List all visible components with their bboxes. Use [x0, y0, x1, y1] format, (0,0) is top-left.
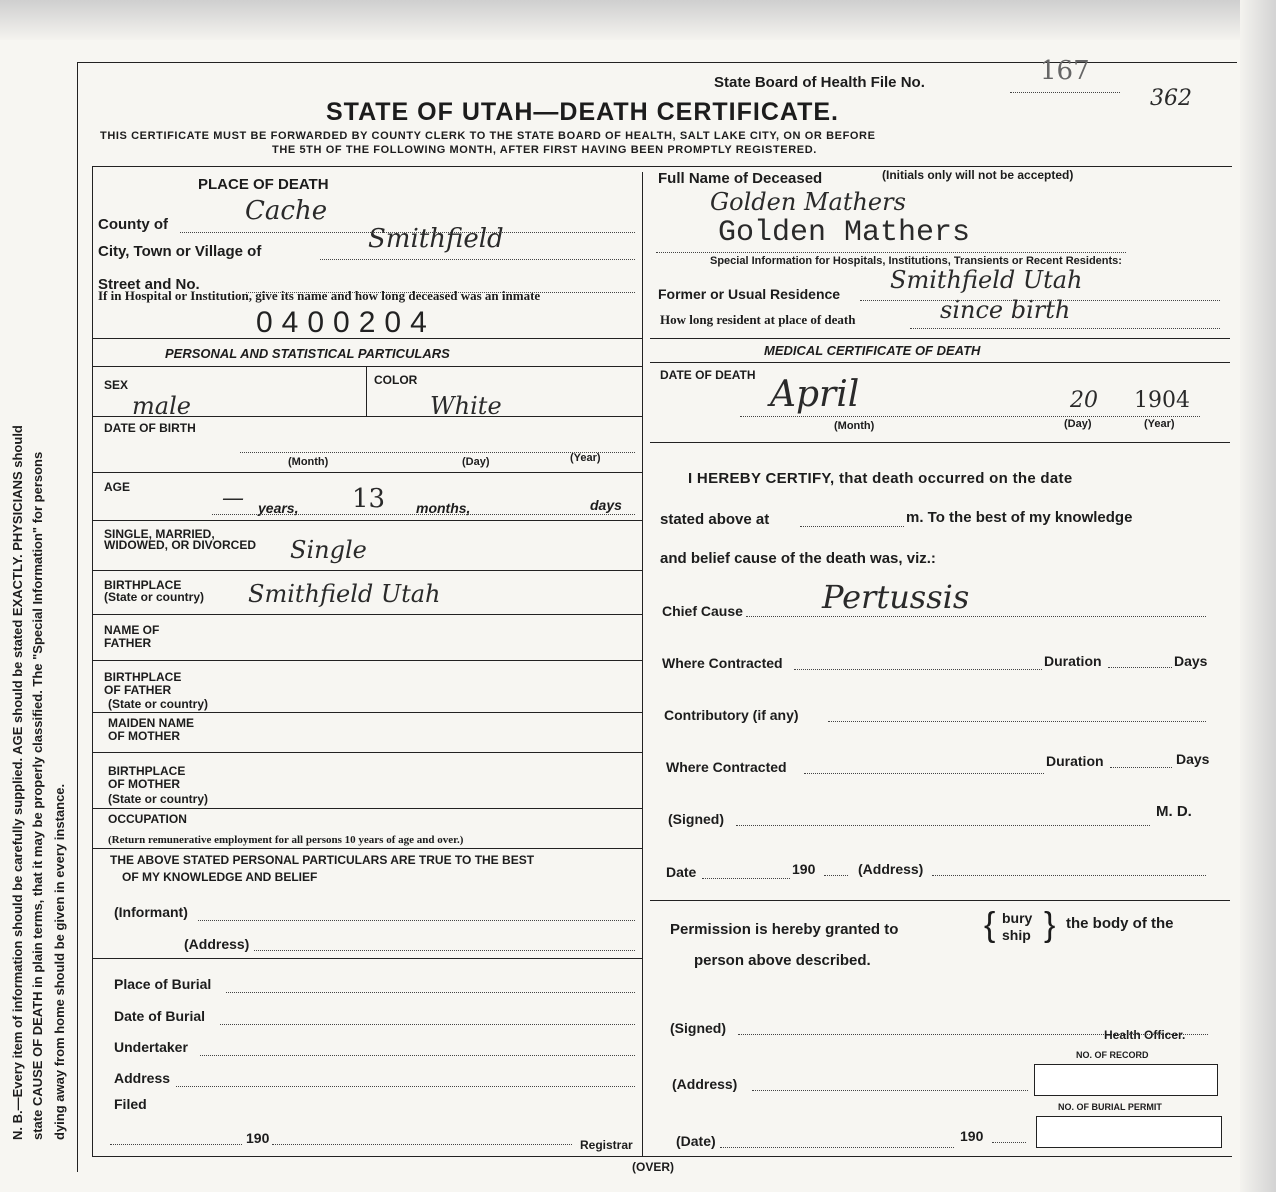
- burial-place-label: Place of Burial: [114, 976, 212, 992]
- father-name-label-2: FATHER: [104, 636, 152, 650]
- paper-shadow-right: [1240, 0, 1276, 1192]
- attest-line-1: THE ABOVE STATED PERSONAL PARTICULARS ARE TRUE TO THE BEST: [110, 853, 535, 867]
- permission-date-year: 190: [960, 1128, 984, 1144]
- permission-text-c: person above described.: [694, 952, 871, 969]
- age-years-value: —: [222, 486, 244, 511]
- physician-address-label: (Address): [858, 861, 924, 877]
- color-value: White: [430, 392, 502, 420]
- death-month-value: April: [770, 374, 860, 415]
- md-label: M. D.: [1156, 803, 1192, 820]
- where-contracted-line: [794, 669, 1042, 670]
- chief-cause-value: Pertussis: [822, 578, 970, 616]
- mother-maiden-bottom-rule: [92, 752, 642, 753]
- days-label-1: Days: [1174, 653, 1208, 669]
- death-date-line: [740, 416, 1200, 417]
- marital-label-2: WIDOWED, OR DIVORCED: [104, 538, 256, 552]
- over-label: (OVER): [632, 1160, 674, 1174]
- age-bottom-rule: [92, 520, 642, 521]
- age-months-value: 13: [352, 484, 386, 514]
- certify-time-line: [800, 526, 904, 527]
- residence-value: Smithfield Utah: [890, 266, 1083, 294]
- mother-birthplace-bottom-rule: [92, 808, 642, 809]
- physician-signed-line: [736, 825, 1150, 826]
- deceased-name-handwritten: Golden Mathers: [710, 188, 906, 216]
- where-contracted-label-2: Where Contracted: [666, 759, 787, 775]
- file-number-label: State Board of Health File No.: [714, 74, 925, 91]
- center-divider: [642, 172, 643, 1157]
- occupation-label: OCCUPATION: [108, 812, 187, 826]
- personal-heading-rule: [92, 366, 642, 367]
- paper-shadow-top: [0, 0, 1276, 40]
- death-day-value: 20: [1070, 388, 1098, 413]
- deceased-name-printed: Golden Mathers: [718, 216, 971, 250]
- burial-date-label: Date of Burial: [114, 1008, 206, 1024]
- city-label: City, Town or Village of: [98, 243, 262, 260]
- permission-date-line: [720, 1147, 954, 1148]
- undertaker-line: [200, 1055, 635, 1056]
- permission-address-label: (Address): [672, 1076, 738, 1092]
- sex-label: SEX: [104, 378, 129, 392]
- registrar-label: Registrar: [580, 1138, 633, 1152]
- physician-date-year: 190: [792, 861, 816, 877]
- ship-option: ship: [1002, 927, 1031, 943]
- burial-place-line: [226, 992, 635, 993]
- physician-date-label: Date: [666, 864, 697, 880]
- special-info-label: Special Information for Hospitals, Institutions, Transients or Recent Residents:: [710, 255, 1122, 267]
- sidebar-line-1: N. B.—Every item of information should be carefully supplied. AGE should be stated EXACTLY. PHYSICIANS should: [10, 425, 25, 1140]
- file-number-value: 167: [1040, 56, 1090, 86]
- attest-line-2: OF MY KNOWLEDGE AND BELIEF: [122, 870, 318, 884]
- birthplace-sub: (State or country): [104, 590, 205, 604]
- physician-year-line: [824, 875, 848, 876]
- record-number-box[interactable]: [1034, 1064, 1218, 1096]
- permission-year-line: [992, 1142, 1026, 1143]
- dob-label: DATE OF BIRTH: [104, 421, 196, 435]
- where-contracted-label: Where Contracted: [662, 655, 783, 671]
- informant-bottom-rule: [92, 958, 642, 959]
- burial-address-line: [176, 1086, 635, 1087]
- medical-bottom-rule: [650, 900, 1230, 901]
- certify-line-2b: m. To the best of my knowledge: [906, 509, 1133, 526]
- marital-bottom-rule: [92, 570, 642, 571]
- permission-text-a: Permission is hereby granted to: [670, 921, 899, 938]
- birthplace-label: BIRTHPLACE: [104, 578, 182, 592]
- death-year-value: 1904: [1134, 388, 1190, 413]
- residence-label: Former or Usual Residence: [658, 286, 841, 302]
- certify-line-3: and belief cause of the death was, viz.:: [660, 550, 936, 567]
- bury-option: bury: [1002, 910, 1033, 926]
- father-name-label-1: NAME OF: [104, 623, 160, 637]
- permission-address-line: [752, 1090, 1028, 1091]
- burial-address-label: Address: [114, 1070, 171, 1086]
- deceased-name-label: Full Name of Deceased: [658, 170, 823, 187]
- place-of-death-heading: PLACE OF DEATH: [198, 176, 329, 193]
- death-date-label: DATE OF DEATH: [660, 368, 756, 382]
- occupation-bottom-rule: [92, 848, 642, 849]
- mother-birthplace-label-1: BIRTHPLACE: [108, 764, 186, 778]
- county-label: County of: [98, 216, 168, 233]
- physician-address-line: [932, 875, 1206, 876]
- left-border: [77, 62, 78, 1172]
- street-label: Street and No.: [98, 276, 200, 293]
- duration-label-2: Duration: [1046, 753, 1104, 769]
- informant-address-line: [254, 950, 635, 951]
- dob-month-caption: (Month): [288, 456, 329, 468]
- record-number-label: NO. OF RECORD: [1076, 1050, 1149, 1060]
- father-birthplace-label-3: (State or country): [108, 697, 209, 711]
- sex-value: male: [132, 392, 191, 420]
- brace-left: {: [984, 906, 996, 944]
- burial-date-line: [220, 1024, 635, 1025]
- dob-day-caption: (Day): [462, 456, 490, 468]
- sex-color-divider: [366, 366, 367, 416]
- deceased-bottom-rule: [650, 338, 1230, 339]
- chief-cause-label: Chief Cause: [662, 603, 743, 619]
- birthplace-value: Smithfield Utah: [248, 580, 441, 608]
- medical-heading-rule: [650, 362, 1230, 363]
- brace-right: }: [1044, 906, 1056, 944]
- birthplace-bottom-rule: [92, 614, 642, 615]
- marital-label-1: SINGLE, MARRIED,: [104, 527, 215, 541]
- months-label: months,: [416, 500, 471, 516]
- instruction-line-2: THE 5TH OF THE FOLLOWING MONTH, AFTER FIRST HAVING BEEN PROMPTLY REGISTERED.: [272, 144, 817, 156]
- city-value: Smithfield: [368, 224, 504, 254]
- mother-birthplace-label-2: OF MOTHER: [108, 777, 180, 791]
- stamp-number: 0400204: [256, 306, 436, 339]
- days-label: days: [590, 497, 622, 513]
- undertaker-label: Undertaker: [114, 1039, 188, 1055]
- death-date-bottom-rule: [650, 442, 1230, 443]
- place-bottom-rule: [92, 338, 642, 339]
- filed-label: Filed: [114, 1096, 147, 1112]
- personal-heading: PERSONAL AND STATISTICAL PARTICULARS: [165, 346, 450, 361]
- where-contracted-line-2: [804, 773, 1044, 774]
- deceased-name-line: [656, 252, 1126, 253]
- medical-heading: MEDICAL CERTIFICATE OF DEATH: [764, 343, 981, 358]
- mother-birthplace-label-3: (State or country): [108, 792, 209, 806]
- dob-year-caption: (Year): [570, 452, 601, 464]
- file-number-line: [1010, 92, 1120, 93]
- burial-permit-label: NO. OF BURIAL PERMIT: [1058, 1102, 1162, 1112]
- hospital-label: If in Hospital or Institution, give its name and how long deceased was an inmate: [98, 288, 541, 303]
- age-line: [212, 514, 635, 515]
- death-year-caption: (Year): [1144, 418, 1175, 430]
- county-value: Cache: [245, 196, 328, 226]
- father-name-bottom-rule: [92, 660, 642, 661]
- filed-line: [110, 1144, 242, 1145]
- permission-date-label: (Date): [676, 1133, 716, 1149]
- instruction-line-1: THIS CERTIFICATE MUST BE FORWARDED BY COUNTY CLERK TO THE STATE BOARD OF HEALTH, SALT LAKE CITY, ON OR BEFORE: [100, 130, 876, 142]
- resident-duration-value: since birth: [940, 296, 1071, 324]
- duration-label: Duration: [1044, 653, 1102, 669]
- dob-bottom-rule: [92, 472, 642, 473]
- filed-registrar-line: [272, 1144, 572, 1145]
- contributory-label: Contributory (if any): [664, 707, 799, 723]
- deceased-name-note: (Initials only will not be accepted): [882, 168, 1074, 182]
- occupation-note: (Return remunerative employment for all persons 10 years of age and over.): [108, 834, 464, 846]
- permission-signed-label: (Signed): [670, 1020, 726, 1036]
- father-birthplace-bottom-rule: [92, 712, 642, 713]
- color-label: COLOR: [374, 373, 418, 387]
- chief-cause-line: [746, 616, 1206, 617]
- duration-line-2: [1110, 767, 1172, 768]
- physician-date-line: [702, 878, 790, 879]
- filed-year: 190: [246, 1130, 270, 1146]
- resident-duration-label: How long resident at place of death: [660, 312, 856, 327]
- father-birthplace-label-1: BIRTHPLACE: [104, 670, 182, 684]
- sidebar-line-2: state CAUSE OF DEATH in plain terms, that it may be properly classified. The "Special Information" for persons: [30, 451, 45, 1140]
- certify-line-2a: stated above at: [660, 511, 770, 528]
- physician-signed-label: (Signed): [668, 811, 724, 827]
- marital-value: Single: [290, 536, 367, 564]
- certify-line-1: I HEREBY CERTIFY, that death occurred on the date: [688, 470, 1073, 487]
- duration-line: [1108, 667, 1172, 668]
- days-label-2: Days: [1176, 751, 1210, 767]
- informant-address-label: (Address): [184, 936, 250, 952]
- permission-text-b: the body of the: [1066, 915, 1174, 932]
- bury-ship-brace: [984, 908, 1060, 946]
- contributory-line: [828, 721, 1206, 722]
- years-label: years,: [258, 500, 299, 516]
- sidebar-line-3: dying away from home should be given in every instance.: [52, 783, 67, 1140]
- informant-line: [198, 920, 635, 921]
- death-day-caption: (Day): [1064, 418, 1092, 430]
- left-column-border: [92, 166, 93, 1156]
- age-label: AGE: [104, 480, 131, 494]
- mother-maiden-label-1: MAIDEN NAME: [108, 716, 194, 730]
- father-birthplace-label-2: OF FATHER: [104, 683, 172, 697]
- city-line: [320, 259, 635, 260]
- bottom-rule: [92, 1156, 1232, 1157]
- certificate-title: STATE OF UTAH—DEATH CERTIFICATE.: [326, 98, 839, 126]
- death-month-caption: (Month): [834, 420, 875, 432]
- corner-number: 362: [1150, 86, 1192, 111]
- header-rule: [92, 166, 1232, 167]
- burial-permit-box[interactable]: [1036, 1116, 1222, 1148]
- sex-bottom-rule: [92, 416, 642, 417]
- resident-duration-line: [910, 328, 1220, 329]
- mother-maiden-label-2: OF MOTHER: [108, 729, 180, 743]
- informant-label: (Informant): [114, 904, 188, 920]
- health-officer-label: Health Officer.: [1104, 1028, 1186, 1042]
